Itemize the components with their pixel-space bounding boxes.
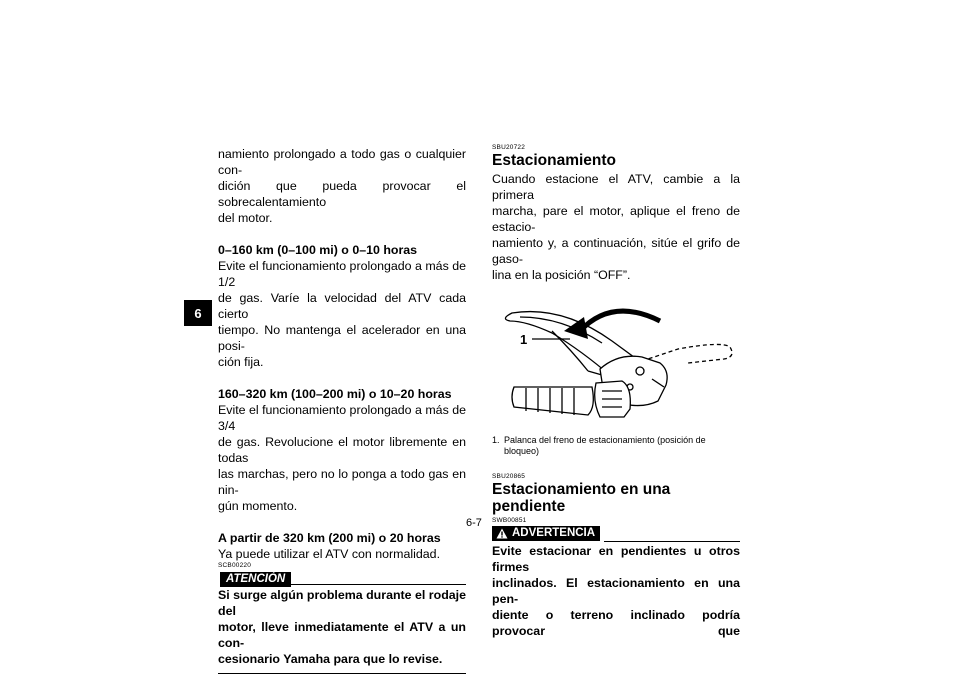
- text-line: Cuando estacione el ATV, cambie a la primera: [492, 172, 740, 202]
- section2-paragraph: [218, 402, 466, 514]
- caption-text: Palanca del freno de estacionamiento (posición de bloqueo): [504, 435, 706, 456]
- text-line: diente o terreno inclinado podría provocar que: [492, 608, 740, 638]
- text-line: marcha, pare el motor, aplique el freno de estacio-: [492, 204, 740, 234]
- caution-code: SCB00220: [218, 562, 252, 569]
- section1-paragraph: [218, 258, 466, 370]
- handlebar-grip: [512, 387, 593, 415]
- slope-title: Estacionamiento en una pendiente: [492, 481, 671, 515]
- caution-header: [218, 570, 466, 586]
- warning-label-box: [492, 526, 600, 541]
- caption-number: 1.: [492, 435, 500, 445]
- text-line: Evite estacionar en pendientes u otros firmes: [492, 544, 740, 574]
- text-line: las marchas, pero no lo ponga a todo gas en nin-: [218, 467, 466, 497]
- text-line: namiento y, a continuación, sitúe el grifo de gaso-: [492, 236, 740, 266]
- warning-code: SWB00851: [492, 517, 527, 524]
- section3-paragraph: Ya puede utilizar el ATV con normalidad.: [218, 547, 441, 561]
- section2-heading: 160–320 km (100–200 mi) o 10–20 horas: [218, 387, 452, 401]
- intro-paragraph: [218, 146, 466, 226]
- text-line: de gas. Revolucione el motor libremente en todas: [218, 435, 466, 465]
- text-line: gún momento.: [218, 499, 298, 513]
- text-line: namiento prolongado a todo gas o cualquier con-: [218, 147, 466, 177]
- chapter-tab: 6: [184, 300, 212, 326]
- warning-label: ADVERTENCIA: [512, 527, 596, 539]
- right-column: [492, 144, 740, 639]
- left-column: [218, 146, 466, 674]
- text-line: Si surge algún problema durante el rodaje del: [218, 588, 466, 618]
- section3-heading: A partir de 320 km (200 mi) o 20 horas: [218, 531, 441, 545]
- caution-text: [218, 587, 466, 674]
- warning-header: [492, 526, 740, 543]
- text-line: dición que pueda provocar el sobrecalentamiento: [218, 179, 466, 209]
- slope-code: SBU20865: [492, 473, 526, 480]
- parking-code: SBU20722: [492, 144, 526, 151]
- figure-callout-number: 1: [520, 332, 528, 347]
- section1-heading: 0–160 km (0–100 mi) o 0–10 horas: [218, 243, 418, 257]
- text-line: ción fija.: [218, 355, 264, 369]
- figure-caption: [492, 435, 740, 457]
- page-number: 6-7: [466, 517, 482, 529]
- text-line: cesionario Yamaha para que lo revise.: [218, 652, 443, 666]
- warning-triangle-icon: [496, 528, 508, 539]
- dashed-outline: [642, 344, 732, 363]
- parking-title: Estacionamiento: [492, 152, 617, 169]
- text-line: Evite el funcionamiento prolongado a más de 3/4: [218, 403, 466, 433]
- parking-paragraph: [492, 171, 740, 283]
- text-line: Evite el funcionamiento prolongado a más de 1/2: [218, 259, 466, 289]
- text-line: inclinados. El estacionamiento en una pen-: [492, 576, 740, 606]
- text-line: lina en la posición “OFF”.: [492, 268, 631, 282]
- text-line: de gas. Varíe la velocidad del ATV cada cierto: [218, 291, 466, 321]
- text-line: motor, lleve inmediatamente el ATV a un con-: [218, 620, 466, 650]
- warning-text: [492, 543, 740, 639]
- caution-label: ATENCIÓN: [220, 572, 291, 587]
- parking-brake-illustration: [492, 291, 740, 421]
- text-line: del motor.: [218, 211, 273, 225]
- text-line: tiempo. No mantenga el acelerador en una posi-: [218, 323, 466, 353]
